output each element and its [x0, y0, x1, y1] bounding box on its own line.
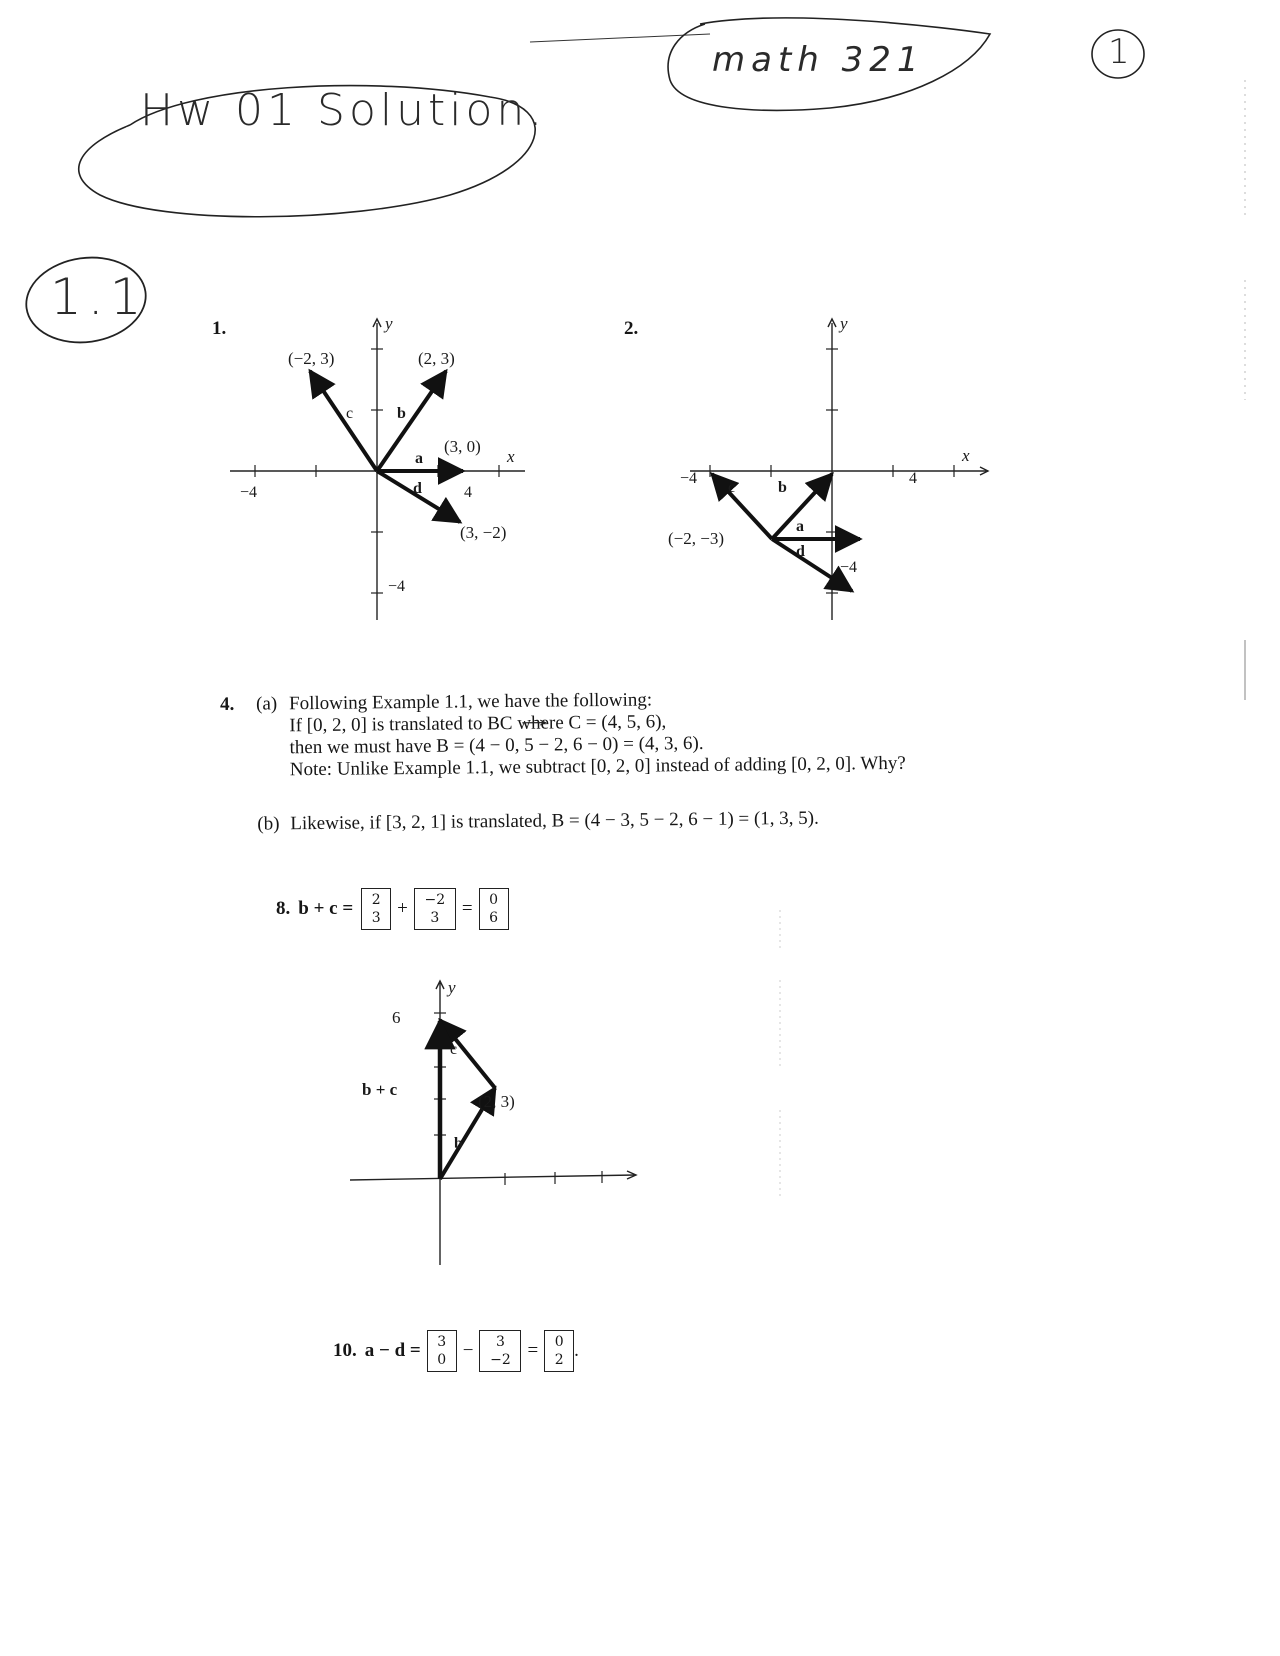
problem-10-matrix-result: 0 2 [544, 1330, 574, 1372]
p1-tick-4: 4 [464, 484, 472, 501]
p1-label-b: b [397, 405, 406, 422]
p1-tick-y-neg4: −4 [388, 578, 406, 595]
overarrow-bc [521, 711, 547, 717]
problem-10-matrix-a: 3 0 [427, 1330, 457, 1372]
p8-tick-6: 6 [392, 1008, 401, 1027]
p1-label-a: a [415, 450, 423, 467]
problem-10-number: 10. [333, 1340, 357, 1361]
p2-tick-4: 4 [909, 470, 917, 487]
p1-point-d: (3, −2) [460, 523, 507, 542]
p8-vector-c [440, 1020, 495, 1088]
problem-8-lhs: b + c = [298, 898, 354, 919]
problem-4a-line-3: then we must have B = (4 − 0, 5 − 2, 6 − 0) = (4, 3, 6). [289, 732, 704, 759]
problem-10-matrix-d: 3 −2 [479, 1330, 521, 1372]
problem-4b-label: (b) [257, 813, 280, 835]
problem-1-graph [220, 315, 540, 625]
p1-point-a: (3, 0) [444, 437, 481, 456]
problem-2-graph [668, 314, 1000, 625]
p1-point-c: (−2, 3) [288, 349, 335, 368]
problem-4a-line-2: If [0, 2, 0] is translated to BC where C = (4, 5, 6), [289, 711, 667, 737]
page-number: 1 [1108, 32, 1130, 72]
p1-x-label: x [507, 447, 515, 466]
scan-dots [760, 910, 800, 1200]
p2-label-b: b [778, 479, 787, 496]
p1-vector-c [310, 371, 377, 471]
p2-label-c: c [728, 479, 736, 496]
p2-label-d: d [796, 543, 805, 560]
p2-tick-neg4: −4 [680, 470, 698, 487]
problem-8-plus: + [397, 898, 408, 919]
problem-8-equation [276, 888, 509, 930]
problem-2-number: 2. [624, 318, 639, 339]
homework-title: Hw 01 Solution. [140, 85, 547, 136]
problem-4a-line-4: Note: Unlike Example 1.1, we subtract [0, 2, 0] instead of adding [0, 2, 0]. Why? [289, 752, 906, 781]
scan-edge-marks [1235, 80, 1255, 700]
problem-4a-line-1: Following Example 1.1, we have the following: [288, 689, 653, 715]
problem-8-matrix-result: 0 6 [479, 888, 509, 930]
p1-vector-b [377, 371, 446, 471]
p1-y-label: y [385, 314, 393, 333]
problem-10-minus: − [462, 1340, 474, 1361]
section-label: 1.1 [50, 268, 148, 326]
p1-label-d: d [413, 480, 422, 497]
p8-point: (2, 3) [478, 1092, 515, 1111]
p8-x-axis [350, 1175, 635, 1180]
problem-10-period: . [574, 1340, 579, 1361]
p2-tick-y-neg4: −4 [840, 559, 858, 576]
p8-y-label: y [448, 978, 456, 997]
problem-4 [220, 686, 1020, 835]
p8-label-c: c [450, 1041, 458, 1058]
problem-8-matrix-b: 2 3 [361, 888, 391, 930]
p2-point-origin: (−2, −3) [668, 529, 724, 548]
title-ellipse [70, 45, 570, 230]
course-label: math 321 [712, 40, 925, 80]
problem-8-matrix-c: −2 3 [414, 888, 456, 930]
problem-10-lhs: a − d = [364, 1340, 421, 1361]
problem-10-equation [333, 1330, 579, 1372]
p2-label-a: a [796, 518, 804, 535]
p2-y-label: y [840, 314, 848, 333]
p1-point-b: (2, 3) [418, 349, 455, 368]
problem-8-number: 8. [276, 898, 291, 919]
p2-x-label: x [962, 446, 970, 465]
p1-label-c: c [346, 405, 354, 422]
p1-tick-neg4: −4 [240, 484, 258, 501]
problem-1-number: 1. [212, 318, 227, 339]
problem-8-equals: = [461, 898, 473, 919]
problem-4b-line-1: Likewise, if [3, 2, 1] is translated, B = (4 − 3, 5 − 2, 6 − 1) = (1, 3, 5). [290, 807, 819, 835]
p8-label-b: b [454, 1135, 463, 1152]
problem-4-number: 4. [220, 693, 235, 715]
problem-10-equals: = [527, 1340, 539, 1361]
problem-8-graph [340, 975, 650, 1265]
p8-label-sum: b + c [362, 1080, 398, 1099]
problem-4a-label: (a) [255, 693, 278, 715]
